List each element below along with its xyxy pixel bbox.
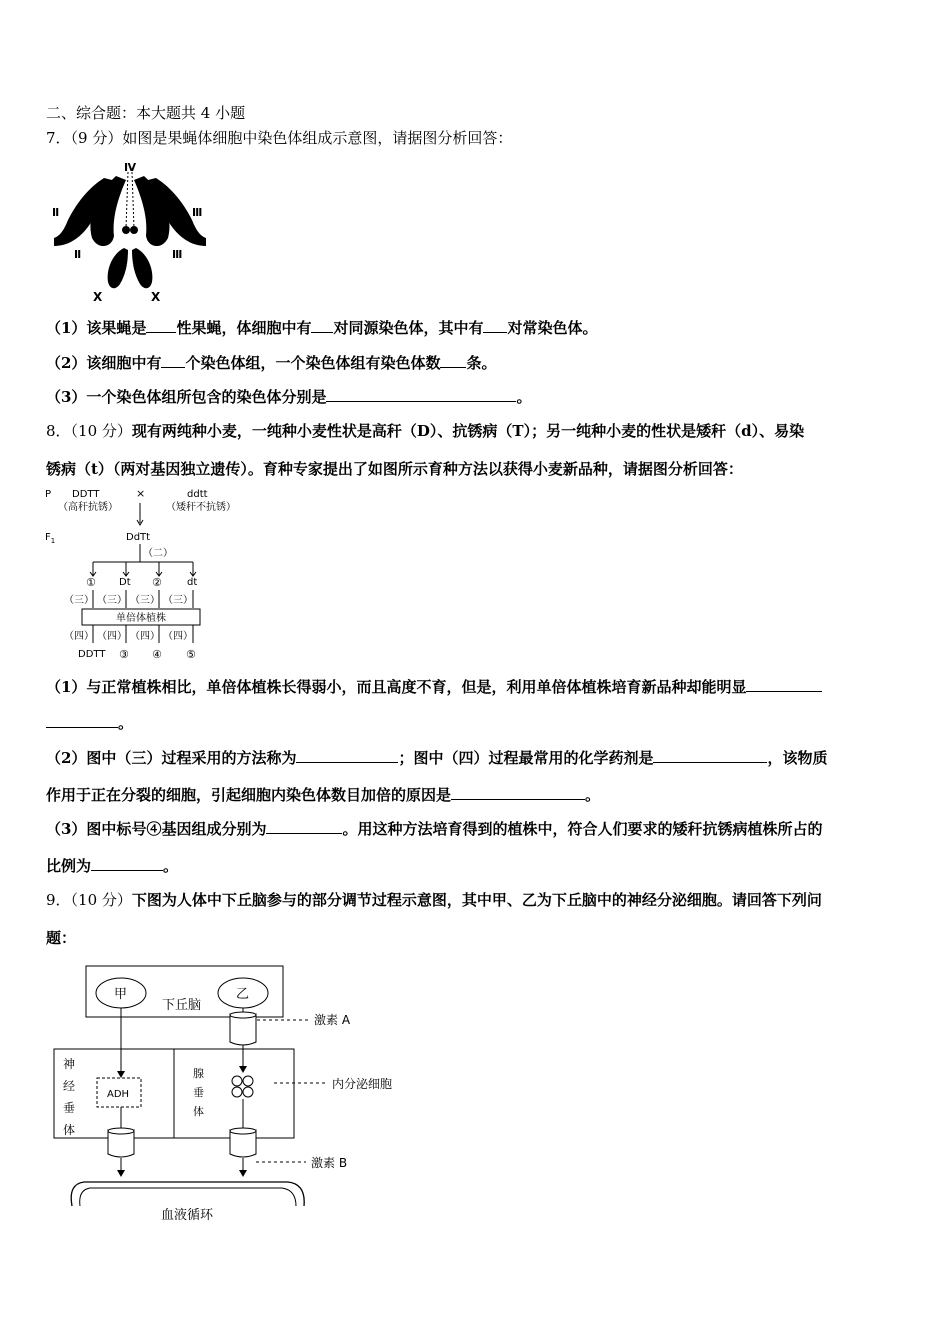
- q8-sub1-line1: （1）与正常植株相比，单倍体植株长得弱小，而且高度不育，但是，利用单倍体植株培育新品种却能明显: [46, 677, 822, 697]
- q9-stem-line2: 题：: [46, 929, 77, 947]
- blood-vessel-upper: [71, 1182, 304, 1206]
- hypothalamus-diagram: [50, 962, 430, 1224]
- endocrine-cells: [232, 1076, 253, 1097]
- gamete-2: ②: [152, 576, 162, 589]
- label-adh: ADH: [107, 1089, 130, 1100]
- q7-stem-text: 如图是果蝇体细胞中染色体组成示意图，请据图分析回答：: [122, 129, 513, 147]
- chromosome-diagram: [46, 158, 216, 306]
- q8-sub1-line2: 。: [46, 713, 133, 733]
- label-blood: 血液循环: [161, 1208, 214, 1223]
- breeding-diagram: [42, 486, 262, 664]
- adeno-pituitary-char-3: 体: [193, 1105, 204, 1118]
- label-iv: Ⅳ: [124, 161, 137, 174]
- label-yi: 乙: [236, 987, 250, 1002]
- haploid-label: 单倍体植株: [116, 613, 166, 624]
- neuro-pituitary-char-3: 垂: [63, 1101, 76, 1115]
- q8-sub2-line1: （2）图中（三）过程采用的方法称为 ；图中（四）过程最常用的化学药剂是 ，该物质: [46, 749, 828, 767]
- q9-stem-line1: 9．（10 分）下图为人体中下丘脑参与的部分调节过程示意图，其中甲、乙为下丘脑中的神经分泌细胞。请回答下列问: [46, 891, 822, 909]
- label-x1: X: [93, 290, 103, 304]
- step-four-c: （四）: [130, 631, 160, 642]
- chromosome-iv-a: [122, 226, 130, 234]
- neuro-pituitary-char-2: 经: [63, 1079, 76, 1093]
- label-jia: 甲: [114, 987, 128, 1002]
- q8-sub2-line2: 作用于正在分裂的细胞，引起细胞内染色体数目加倍的原因是 。: [46, 786, 601, 804]
- label-x2: X: [151, 290, 161, 304]
- label-ii-bottom: Ⅱ: [74, 248, 82, 261]
- step-four-a: （四）: [64, 631, 94, 642]
- chromosome-x-b: [132, 248, 152, 288]
- step-three-b: （三）: [97, 595, 127, 606]
- chromosome-iv-b: [130, 226, 138, 234]
- chromosome-x-a: [108, 248, 128, 288]
- label-hormone-b: 激素 B: [311, 1156, 348, 1170]
- adeno-pituitary-char-1: 腺: [193, 1067, 204, 1080]
- step-three-a: （三）: [64, 595, 94, 606]
- q7-score: （9 分）: [70, 129, 123, 147]
- q7-sub2: （2）该细胞中有 个染色体组，一个染色体组有染色体数 条。: [46, 354, 497, 372]
- step-two-label: （二）: [143, 548, 173, 559]
- result-5: ⑤: [186, 648, 196, 661]
- step-four-d: （四）: [163, 631, 193, 642]
- label-hypothalamus: 下丘脑: [162, 998, 202, 1013]
- q7-number: 7．: [46, 129, 71, 147]
- label-hormone-a: 激素 A: [314, 1013, 351, 1027]
- gamete-1: ①: [86, 576, 96, 589]
- label-endocrine: 内分泌细胞: [332, 1077, 393, 1091]
- q8-stem-line2: 锈病（t）（两对基因独立遗传）。育种专家提出了如图所示育种方法以获得小麦新品种，请据图分析回答：: [46, 460, 743, 478]
- step-three-c: （三）: [130, 595, 160, 606]
- parent2-genotype: ddtt: [187, 489, 208, 500]
- gamete-dt-upper: Dt: [119, 577, 131, 588]
- result-4: ④: [152, 648, 162, 661]
- q8-sub3-line1: （3）图中标号④基因组成分别为 。用这种方法培育得到的植株中，符合人们要求的矮秆抗锈病植株所占的: [46, 820, 823, 838]
- step-three-d: （三）: [163, 595, 193, 606]
- parent1-phenotype: （高秆抗锈）: [58, 502, 118, 513]
- result-ddtt: DDTT: [78, 649, 106, 660]
- vesicle-hormone-a: [230, 1014, 256, 1045]
- cross-symbol: ×: [136, 487, 146, 500]
- parent1-genotype: DDTT: [72, 489, 100, 500]
- label-iii-right: Ⅲ: [192, 206, 203, 219]
- q7-stem: [46, 128, 512, 148]
- q8-sub3-line2: 比例为 。: [46, 857, 179, 875]
- label-f1: $F_1$: [45, 532, 56, 545]
- label-iii-bottom: Ⅲ: [172, 248, 183, 261]
- neuro-pituitary-char-1: 神: [63, 1057, 76, 1071]
- label-p: P: [45, 489, 52, 500]
- label-ii-left: Ⅱ: [52, 206, 60, 219]
- q8-stem-line1: 8．（10 分）现有两纯种小麦，一纯种小麦性状是高秆（D）、抗锈病（T）；另一纯种小麦的性状是矮秆（d）、易染: [46, 422, 805, 440]
- q7-sub1: （1）该果蝇是 性果蝇，体细胞中有 对同源染色体，其中有 对常染色体。: [46, 319, 598, 337]
- step-four-b: （四）: [97, 631, 127, 642]
- gamete-dt-lower: dt: [187, 577, 198, 588]
- parent2-phenotype: （矮秆不抗锈）: [166, 502, 236, 513]
- section-title: 二、综合题：本大题共 4 小题: [46, 104, 246, 122]
- blood-vessel-lower: [80, 1188, 296, 1206]
- result-3: ③: [119, 648, 129, 661]
- f1-genotype: DdTt: [126, 532, 151, 543]
- adeno-pituitary-char-2: 垂: [193, 1086, 204, 1099]
- q7-sub3: （3）一个染色体组所包含的染色体分别是 。: [46, 388, 532, 406]
- neuro-pituitary-char-4: 体: [63, 1123, 76, 1137]
